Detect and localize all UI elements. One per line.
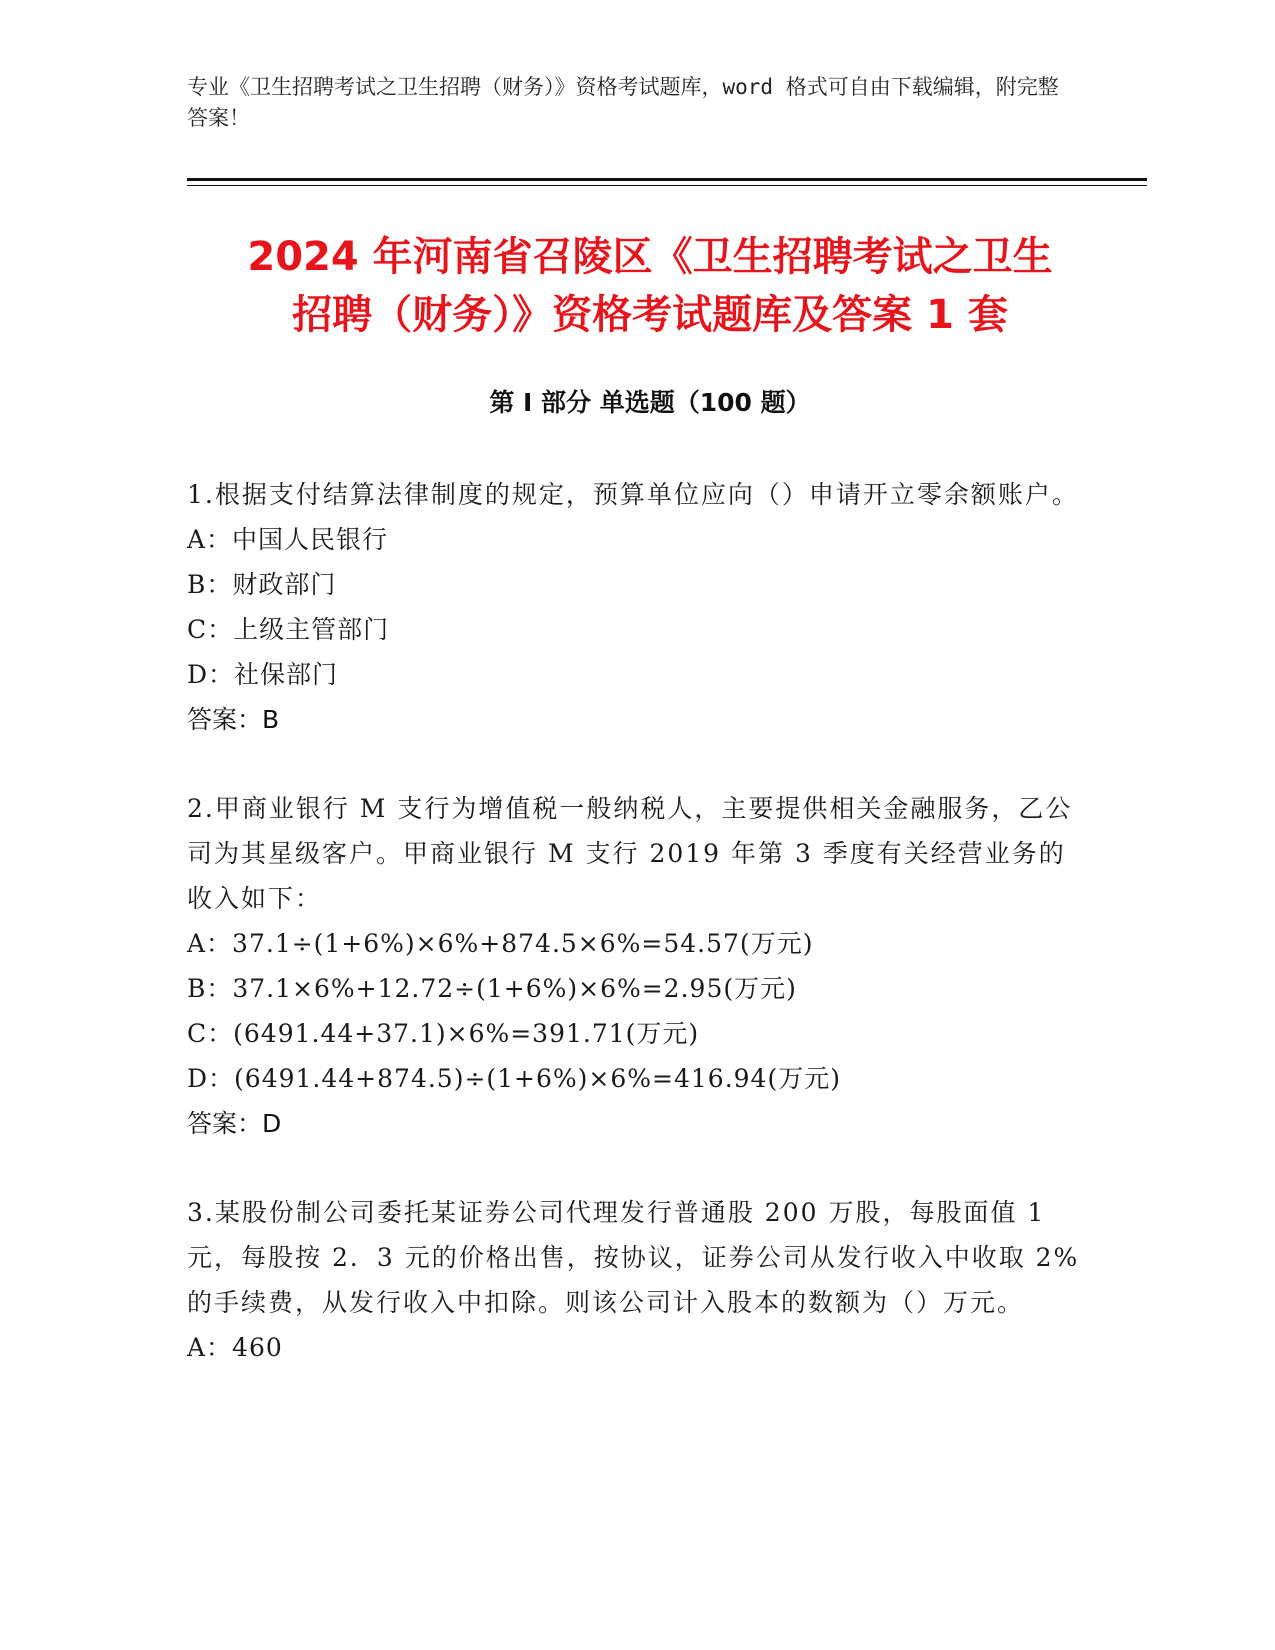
option-a: A：中国人民银行 xyxy=(187,525,389,554)
option-c: C：(6491.44+37.1)×6%=391.71(万元) xyxy=(187,1019,700,1048)
section-heading: 第 I 部分 单选题（100 题） xyxy=(489,388,811,417)
option-b: B：财政部门 xyxy=(187,570,337,599)
title-line-2: 招聘（财务）》资格考试题库及答案 1 套 xyxy=(292,292,1008,338)
header-rule-thick xyxy=(187,178,1147,181)
answer-label: 答案：D xyxy=(187,1109,282,1138)
header-rule-thin xyxy=(187,185,1147,186)
question-1 xyxy=(187,472,1087,742)
document-title xyxy=(150,228,1150,344)
option-d: D：社保部门 xyxy=(187,660,339,689)
answer-label: 答案：B xyxy=(187,705,280,734)
question-3 xyxy=(187,1190,1087,1370)
option-b: B：37.1×6%+12.72÷(1+6%)×6%=2.95(万元) xyxy=(187,974,797,1003)
option-a: A：37.1÷(1+6%)×6%+874.5×6%=54.57(万元) xyxy=(187,929,814,958)
option-d: D：(6491.44+874.5)÷(1+6%)×6%=416.94(万元) xyxy=(187,1064,841,1093)
title-line-1: 2024 年河南省召陵区《卫生招聘考试之卫生 xyxy=(247,234,1053,280)
question-text: 2.甲商业银行 M 支行为增值税一般纳税人，主要提供相关金融服务，乙公司为其星级客户。甲商业银行 M 支行 2019 年第 3 季度有关经营业务的收入如下： xyxy=(187,794,1073,913)
question-text: 1.根据支付结算法律制度的规定，预算单位应向（）申请开立零余额账户。 xyxy=(187,480,1079,509)
option-c: C：上级主管部门 xyxy=(187,615,390,644)
option-a: A：460 xyxy=(187,1333,283,1362)
question-2 xyxy=(187,786,1087,1146)
question-text: 3.某股份制公司委托某证券公司代理发行普通股 200 万股，每股面值 1 元，每股按 2．3 元的价格出售，按协议，证券公司从发行收入中收取 2%的手续费，从发行收入中扣除。则该公司计入股本的数额为（）万元。 xyxy=(187,1198,1080,1317)
question-list xyxy=(187,472,1087,1414)
header-note: 专业《卫生招聘考试之卫生招聘（财务）》资格考试题库，word 格式可自由下载编辑，附完整答案！ xyxy=(187,75,1059,130)
